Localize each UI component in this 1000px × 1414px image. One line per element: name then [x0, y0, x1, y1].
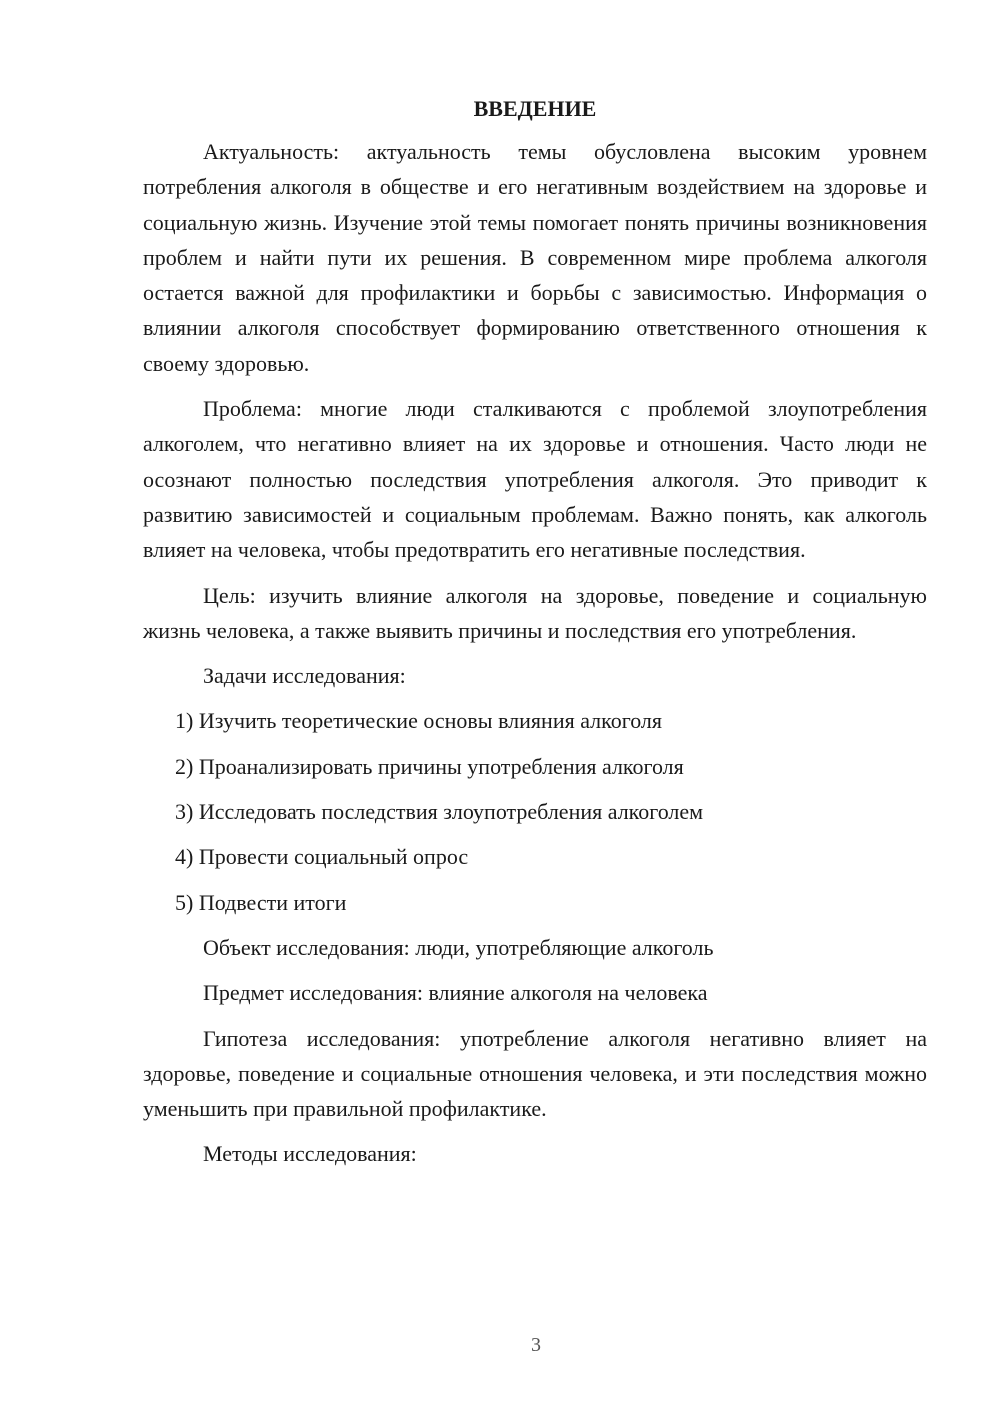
task-item: 4) Провести социальный опрос [175, 844, 469, 870]
paragraph-problem: Проблема: многие люди сталкиваются с проблемой злоупотребления алкоголем, что негативно влияет на их здоровье и отношения. Часто люди не осознают полностью последствия употребления алкоголя. Это приводит к развитию зависимостей и социальным проблемам. Важно понять, как алкоголь влияет на человека, чтобы предотвратить его негативные последствия. [143, 396, 927, 563]
paragraph-goal: Цель: изучить влияние алкоголя на здоровье, поведение и социальную жизнь человека, а также выявить причины и последствия его употребления. [143, 582, 927, 643]
task-item: 2) Проанализировать причины употребления алкоголя [175, 753, 684, 779]
document-page [143, 92, 927, 1182]
research-object: Объект исследования: люди, употребляющие алкоголь [203, 934, 714, 960]
paragraph-relevance: Актуальность: актуальность темы обусловлена высоким уровнем потребления алкоголя в обществе и его негативным воздействием на здоровье и социальную жизнь. Изучение этой темы помогает понять причины возникновения проблем и найти пути их решения. В современном мире проблема алкоголя остается важной для профилактики и борьбы с зависимостью. Информация о влиянии алкоголя способствует формированию ответственного отношения к своему здоровью. [143, 139, 927, 376]
research-hypothesis: Гипотеза исследования: употребление алкоголя негативно влияет на здоровье, поведение и социальные отношения человека, и эти последствия можно уменьшить при правильной профилактике. [143, 1025, 927, 1122]
tasks-heading: Задачи исследования: [203, 663, 406, 689]
task-item: 5) Подвести итоги [175, 889, 347, 915]
methods-heading: Методы исследования: [203, 1141, 417, 1167]
task-item: 3) Исследовать последствия злоупотребления алкоголем [175, 799, 704, 825]
page-number: 3 [531, 1334, 541, 1356]
research-subject: Предмет исследования: влияние алкоголя на человека [203, 980, 708, 1006]
section-title: ВВЕДЕНИЕ [473, 96, 597, 121]
tasks-list [143, 703, 927, 919]
task-item: 1) Изучить теоретические основы влияния алкоголя [175, 708, 663, 734]
